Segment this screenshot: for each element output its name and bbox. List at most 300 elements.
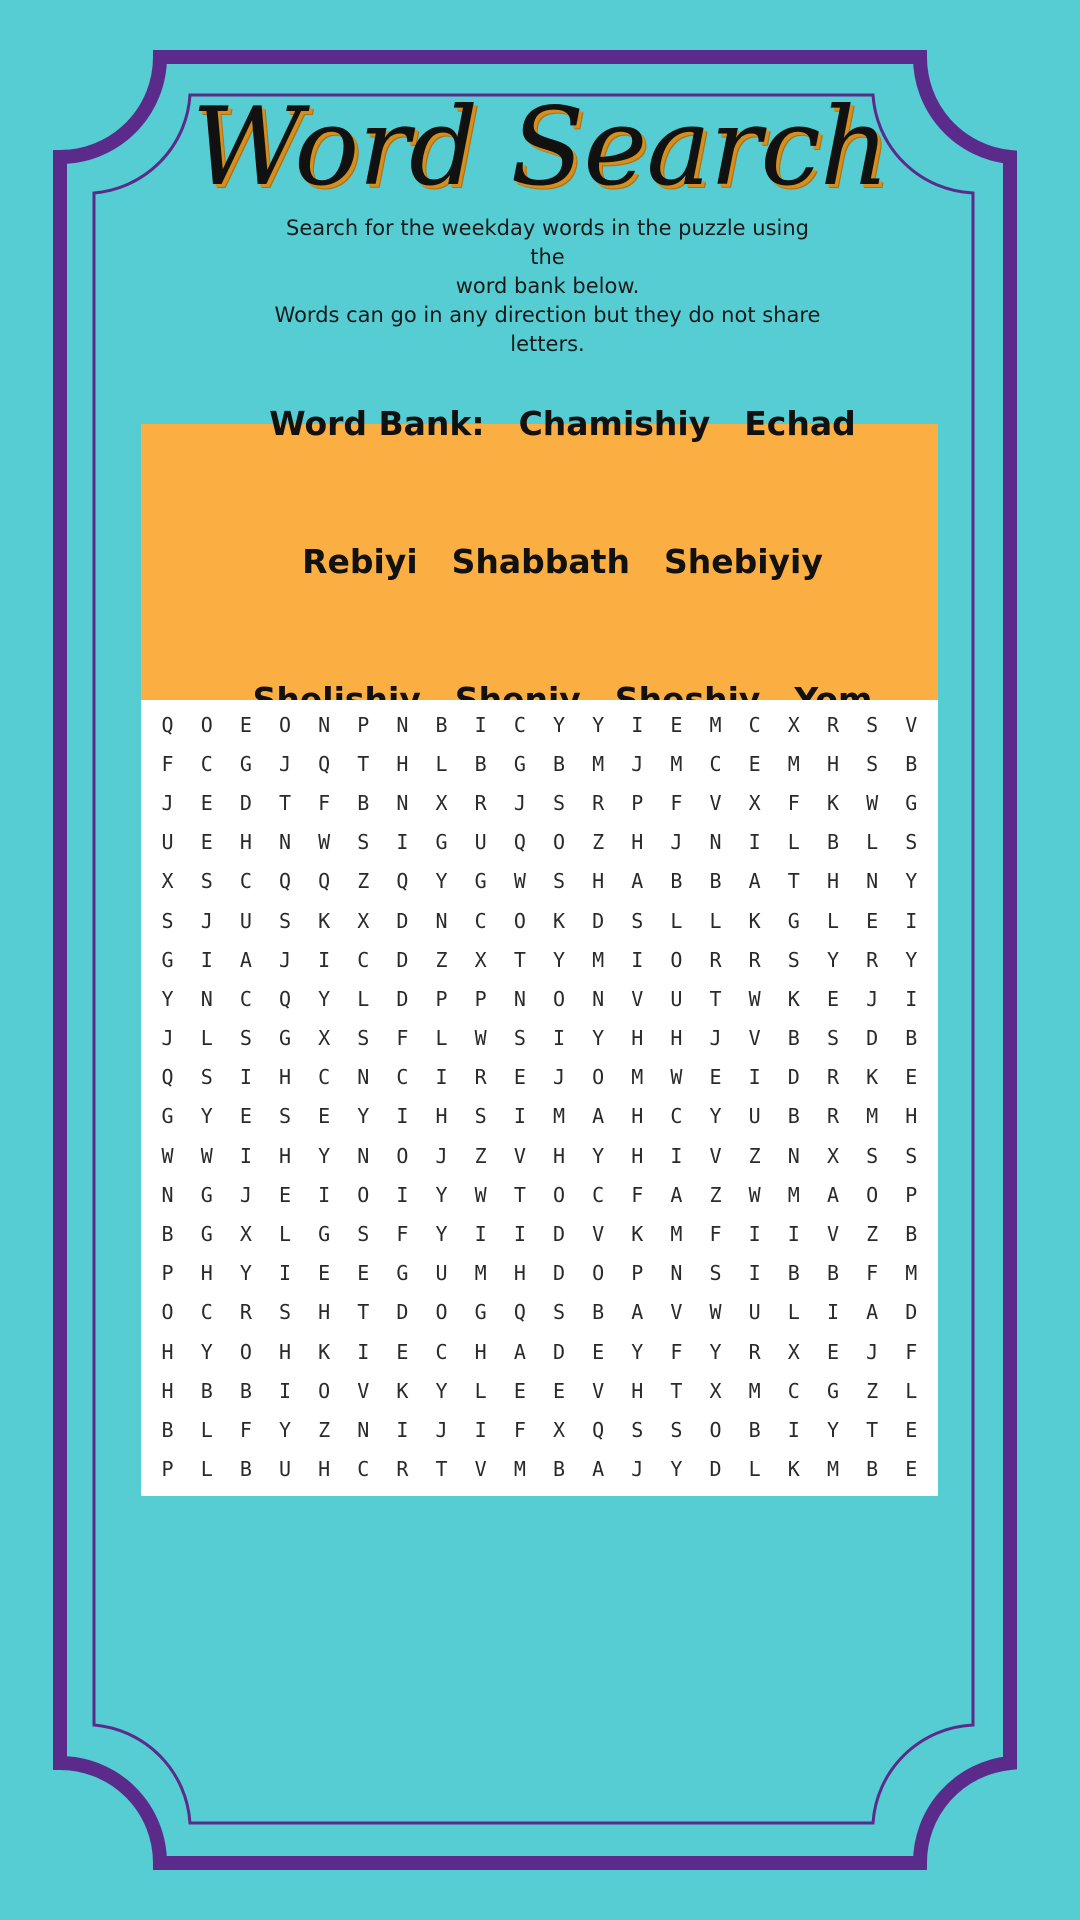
grid-letter[interactable]: S — [552, 869, 565, 894]
grid-letter[interactable]: I — [318, 947, 331, 972]
grid-letter[interactable]: Y — [592, 712, 605, 737]
grid-letter[interactable]: J — [513, 790, 526, 815]
grid-letter[interactable]: W — [161, 1143, 174, 1168]
grid-letter[interactable]: R — [474, 1065, 487, 1090]
grid-letter[interactable]: I — [513, 1104, 526, 1129]
grid-letter[interactable]: I — [396, 1417, 409, 1442]
grid-letter[interactable]: Y — [200, 1339, 213, 1364]
grid-letter[interactable]: K — [787, 1457, 800, 1482]
grid-letter[interactable]: B — [161, 1417, 174, 1442]
grid-letter[interactable]: V — [709, 1143, 722, 1168]
grid-letter[interactable]: O — [435, 1300, 448, 1325]
grid-letter[interactable]: B — [670, 869, 683, 894]
grid-letter[interactable]: G — [474, 869, 487, 894]
grid-letter[interactable]: U — [278, 1457, 292, 1482]
grid-letter[interactable]: J — [435, 1417, 448, 1442]
grid-letter[interactable]: Y — [357, 1104, 370, 1129]
grid-letter[interactable]: D — [396, 986, 409, 1011]
grid-letter[interactable]: D — [866, 1026, 879, 1051]
grid-letter[interactable]: S — [866, 1143, 879, 1168]
grid-letter[interactable]: B — [826, 1261, 839, 1286]
grid-letter[interactable]: K — [552, 908, 565, 933]
grid-letter[interactable]: I — [748, 1261, 761, 1286]
grid-letter[interactable]: G — [905, 790, 918, 815]
grid-letter[interactable]: D — [396, 1300, 409, 1325]
grid-letter[interactable]: L — [200, 1417, 213, 1442]
grid-letter[interactable]: S — [905, 830, 918, 855]
grid-letter[interactable]: N — [866, 869, 879, 894]
grid-letter[interactable]: G — [161, 947, 174, 972]
grid-letter[interactable]: W — [474, 1182, 487, 1207]
grid-letter[interactable]: Y — [200, 1104, 213, 1129]
grid-letter[interactable]: I — [748, 1222, 761, 1247]
grid-letter[interactable]: U — [161, 830, 174, 855]
grid-letter[interactable]: V — [592, 1378, 605, 1403]
grid-letter[interactable]: Y — [435, 1378, 448, 1403]
grid-letter[interactable]: E — [670, 712, 683, 737]
grid-letter[interactable]: W — [866, 790, 879, 815]
grid-letter[interactable]: G — [239, 751, 252, 776]
grid-letter[interactable]: O — [592, 1065, 605, 1090]
grid-letter[interactable]: W — [513, 869, 526, 894]
grid-letter[interactable]: Y — [552, 712, 565, 737]
grid-letter[interactable]: T — [435, 1457, 448, 1482]
grid-letter[interactable]: S — [200, 1065, 213, 1090]
grid-letter[interactable]: O — [709, 1417, 722, 1442]
grid-letter[interactable]: T — [866, 1417, 879, 1442]
grid-letter[interactable]: Q — [592, 1417, 605, 1442]
grid-letter[interactable]: Q — [318, 869, 331, 894]
grid-letter[interactable]: G — [396, 1261, 409, 1286]
grid-letter[interactable]: E — [239, 712, 252, 737]
grid-letter[interactable]: M — [552, 1104, 565, 1129]
grid-letter[interactable]: S — [826, 1026, 839, 1051]
grid-letter[interactable]: J — [161, 790, 174, 815]
grid-letter[interactable]: F — [396, 1026, 409, 1051]
grid-letter[interactable]: C — [200, 1300, 213, 1325]
grid-letter[interactable]: R — [748, 1339, 761, 1364]
grid-letter[interactable]: U — [435, 1261, 448, 1286]
grid-letter[interactable]: C — [748, 712, 761, 737]
grid-letter[interactable]: Z — [435, 947, 448, 972]
grid-letter[interactable]: W — [748, 1182, 761, 1207]
grid-letter[interactable]: I — [200, 947, 213, 972]
grid-letter[interactable]: P — [435, 986, 448, 1011]
grid-letter[interactable]: H — [905, 1104, 918, 1129]
grid-letter[interactable]: Y — [905, 947, 918, 972]
grid-letter[interactable]: C — [670, 1104, 683, 1129]
grid-letter[interactable]: P — [631, 790, 644, 815]
grid-letter[interactable]: I — [278, 1378, 292, 1403]
grid-letter[interactable]: I — [435, 1065, 448, 1090]
grid-letter[interactable]: Z — [709, 1182, 722, 1207]
grid-letter[interactable]: J — [866, 986, 879, 1011]
grid-letter[interactable]: J — [435, 1143, 448, 1168]
grid-letter[interactable]: T — [278, 790, 292, 815]
grid-letter[interactable]: B — [787, 1261, 800, 1286]
grid-letter[interactable]: J — [161, 1026, 174, 1051]
grid-letter[interactable]: S — [278, 908, 292, 933]
grid-letter[interactable]: L — [787, 830, 800, 855]
grid-letter[interactable]: B — [905, 1026, 918, 1051]
grid-letter[interactable]: Y — [709, 1104, 722, 1129]
grid-letter[interactable]: M — [826, 1457, 839, 1482]
grid-letter[interactable]: V — [357, 1378, 370, 1403]
grid-letter[interactable]: L — [278, 1222, 292, 1247]
grid-letter[interactable]: M — [905, 1261, 918, 1286]
grid-letter[interactable]: F — [318, 790, 331, 815]
grid-letter[interactable]: V — [905, 712, 918, 737]
grid-letter[interactable]: H — [826, 751, 839, 776]
grid-letter[interactable]: N — [592, 986, 605, 1011]
grid-letter[interactable]: R — [748, 947, 761, 972]
grid-letter[interactable]: I — [787, 1417, 800, 1442]
grid-letter[interactable]: S — [474, 1104, 487, 1129]
grid-letter[interactable]: O — [318, 1378, 331, 1403]
grid-letter[interactable]: E — [200, 830, 213, 855]
grid-letter[interactable]: L — [670, 908, 683, 933]
grid-letter[interactable]: I — [905, 908, 918, 933]
grid-letter[interactable]: E — [826, 986, 839, 1011]
grid-letter[interactable]: D — [552, 1339, 565, 1364]
grid-letter[interactable]: P — [161, 1261, 174, 1286]
grid-letter[interactable]: I — [474, 1417, 487, 1442]
grid-letter[interactable]: V — [631, 986, 644, 1011]
grid-letter[interactable]: O — [866, 1182, 879, 1207]
grid-letter[interactable]: Q — [161, 712, 174, 737]
grid-letter[interactable]: E — [709, 1065, 722, 1090]
grid-letter[interactable]: S — [709, 1261, 722, 1286]
grid-letter[interactable]: N — [357, 1417, 370, 1442]
grid-letter[interactable]: Y — [278, 1417, 292, 1442]
grid-letter[interactable]: E — [905, 1065, 918, 1090]
grid-letter[interactable]: H — [474, 1339, 487, 1364]
grid-letter[interactable]: O — [552, 986, 565, 1011]
grid-letter[interactable]: B — [709, 869, 722, 894]
grid-letter[interactable]: C — [357, 1457, 370, 1482]
grid-letter[interactable]: C — [435, 1339, 448, 1364]
grid-letter[interactable]: O — [239, 1339, 252, 1364]
grid-letter[interactable]: I — [631, 947, 644, 972]
grid-letter[interactable]: O — [278, 712, 292, 737]
grid-letter[interactable]: S — [552, 1300, 565, 1325]
grid-letter[interactable]: N — [396, 712, 409, 737]
grid-letter[interactable]: I — [670, 1143, 683, 1168]
grid-letter[interactable]: O — [161, 1300, 174, 1325]
grid-letter[interactable]: B — [592, 1300, 605, 1325]
grid-letter[interactable]: N — [513, 986, 526, 1011]
grid-letter[interactable]: P — [161, 1457, 174, 1482]
grid-letter[interactable]: I — [748, 830, 761, 855]
grid-letter[interactable]: Z — [592, 830, 605, 855]
grid-letter[interactable]: B — [866, 1457, 879, 1482]
grid-letter[interactable]: D — [552, 1261, 565, 1286]
grid-letter[interactable]: A — [513, 1339, 526, 1364]
grid-letter[interactable]: H — [631, 830, 644, 855]
grid-letter[interactable]: B — [435, 712, 448, 737]
grid-letter[interactable]: S — [357, 1222, 370, 1247]
grid-letter[interactable]: I — [474, 712, 487, 737]
grid-letter[interactable]: X — [161, 869, 174, 894]
grid-letter[interactable]: S — [357, 1026, 370, 1051]
grid-letter[interactable]: Y — [435, 869, 448, 894]
grid-letter[interactable]: U — [239, 908, 252, 933]
grid-letter[interactable]: N — [200, 986, 213, 1011]
grid-letter[interactable]: I — [474, 1222, 487, 1247]
grid-letter[interactable]: A — [748, 869, 761, 894]
grid-letter[interactable]: H — [318, 1300, 331, 1325]
grid-letter[interactable]: V — [474, 1457, 487, 1482]
grid-letter[interactable]: A — [631, 869, 644, 894]
grid-letter[interactable]: H — [278, 1143, 292, 1168]
grid-letter[interactable]: Q — [513, 1300, 526, 1325]
grid-letter[interactable]: C — [396, 1065, 409, 1090]
grid-letter[interactable]: O — [357, 1182, 370, 1207]
grid-letter[interactable]: R — [709, 947, 722, 972]
grid-letter[interactable]: C — [709, 751, 722, 776]
grid-letter[interactable]: N — [709, 830, 722, 855]
grid-letter[interactable]: H — [278, 1065, 292, 1090]
grid-letter[interactable]: T — [787, 869, 800, 894]
grid-letter[interactable]: F — [631, 1182, 644, 1207]
grid-letter[interactable]: G — [474, 1300, 487, 1325]
grid-letter[interactable]: S — [631, 1417, 644, 1442]
grid-letter[interactable]: G — [161, 1104, 174, 1129]
grid-letter[interactable]: V — [748, 1026, 761, 1051]
grid-letter[interactable]: B — [474, 751, 487, 776]
grid-letter[interactable]: H — [631, 1026, 644, 1051]
grid-letter[interactable]: I — [396, 1104, 409, 1129]
grid-letter[interactable]: H — [670, 1026, 683, 1051]
grid-letter[interactable]: L — [787, 1300, 800, 1325]
grid-letter[interactable]: H — [161, 1378, 174, 1403]
grid-letter[interactable]: H — [631, 1378, 644, 1403]
grid-letter[interactable]: M — [670, 1222, 683, 1247]
grid-letter[interactable]: R — [474, 790, 487, 815]
grid-letter[interactable]: D — [709, 1457, 722, 1482]
grid-letter[interactable]: P — [631, 1261, 644, 1286]
grid-letter[interactable]: B — [200, 1378, 213, 1403]
grid-letter[interactable]: F — [670, 1339, 683, 1364]
grid-letter[interactable]: K — [748, 908, 761, 933]
grid-letter[interactable]: D — [592, 908, 605, 933]
grid-letter[interactable]: T — [357, 751, 370, 776]
grid-letter[interactable]: S — [161, 908, 174, 933]
grid-letter[interactable]: O — [552, 830, 565, 855]
grid-letter[interactable]: N — [357, 1143, 370, 1168]
grid-letter[interactable]: Z — [318, 1417, 331, 1442]
grid-letter[interactable]: J — [670, 830, 683, 855]
grid-letter[interactable]: H — [631, 1104, 644, 1129]
grid-letter[interactable]: Y — [709, 1339, 722, 1364]
grid-letter[interactable]: H — [552, 1143, 565, 1168]
grid-letter[interactable]: J — [709, 1026, 722, 1051]
grid-letter[interactable]: V — [513, 1143, 526, 1168]
grid-letter[interactable]: L — [357, 986, 370, 1011]
grid-letter[interactable]: R — [866, 947, 879, 972]
grid-letter[interactable]: N — [787, 1143, 800, 1168]
grid-letter[interactable]: P — [357, 712, 370, 737]
grid-letter[interactable]: E — [278, 1182, 292, 1207]
grid-letter[interactable]: O — [670, 947, 683, 972]
grid-letter[interactable]: M — [866, 1104, 879, 1129]
grid-letter[interactable]: X — [435, 790, 448, 815]
grid-letter[interactable]: D — [905, 1300, 918, 1325]
grid-letter[interactable]: E — [513, 1378, 526, 1403]
grid-letter[interactable]: C — [318, 1065, 331, 1090]
grid-letter[interactable]: X — [787, 712, 800, 737]
grid-letter[interactable]: E — [318, 1104, 331, 1129]
grid-letter[interactable]: F — [709, 1222, 722, 1247]
grid-letter[interactable]: W — [200, 1143, 213, 1168]
grid-letter[interactable]: Y — [239, 1261, 252, 1286]
grid-letter[interactable]: A — [631, 1300, 644, 1325]
grid-letter[interactable]: S — [866, 751, 879, 776]
grid-letter[interactable]: J — [278, 751, 292, 776]
grid-letter[interactable]: M — [592, 947, 605, 972]
grid-letter[interactable]: I — [513, 1222, 526, 1247]
grid-letter[interactable]: R — [826, 712, 839, 737]
grid-letter[interactable]: M — [592, 751, 605, 776]
grid-letter[interactable]: I — [552, 1026, 565, 1051]
grid-letter[interactable]: X — [474, 947, 487, 972]
grid-letter[interactable]: I — [826, 1300, 839, 1325]
grid-letter[interactable]: B — [239, 1457, 252, 1482]
grid-letter[interactable]: Q — [513, 830, 526, 855]
grid-letter[interactable]: J — [631, 1457, 644, 1482]
grid-letter[interactable]: Q — [161, 1065, 174, 1090]
grid-letter[interactable]: R — [239, 1300, 252, 1325]
grid-letter[interactable]: S — [357, 830, 370, 855]
grid-letter[interactable]: S — [866, 712, 879, 737]
grid-letter[interactable]: G — [278, 1026, 292, 1051]
grid-letter[interactable]: Z — [866, 1222, 879, 1247]
grid-letter[interactable]: H — [318, 1457, 331, 1482]
grid-letter[interactable]: W — [318, 830, 331, 855]
grid-letter[interactable]: I — [396, 830, 409, 855]
grid-letter[interactable]: X — [318, 1026, 331, 1051]
grid-letter[interactable]: D — [239, 790, 252, 815]
grid-letter[interactable]: C — [239, 869, 252, 894]
grid-letter[interactable]: I — [278, 1261, 292, 1286]
grid-letter[interactable]: L — [435, 751, 448, 776]
grid-letter[interactable]: E — [239, 1104, 252, 1129]
grid-letter[interactable]: B — [552, 751, 565, 776]
grid-letter[interactable]: Y — [552, 947, 565, 972]
grid-letter[interactable]: Y — [826, 947, 839, 972]
grid-letter[interactable]: W — [670, 1065, 683, 1090]
grid-letter[interactable]: Q — [278, 986, 292, 1011]
grid-letter[interactable]: Y — [435, 1222, 448, 1247]
grid-letter[interactable]: K — [318, 1339, 331, 1364]
grid-letter[interactable]: B — [748, 1417, 761, 1442]
grid-letter[interactable]: O — [552, 1182, 565, 1207]
grid-letter[interactable]: Y — [631, 1339, 644, 1364]
grid-letter[interactable]: M — [787, 751, 800, 776]
grid-letter[interactable]: E — [513, 1065, 526, 1090]
grid-letter[interactable]: I — [748, 1065, 761, 1090]
grid-letter[interactable]: B — [161, 1222, 174, 1247]
grid-letter[interactable]: A — [670, 1182, 683, 1207]
grid-letter[interactable]: U — [748, 1104, 761, 1129]
grid-letter[interactable]: L — [748, 1457, 761, 1482]
grid-letter[interactable]: E — [357, 1261, 370, 1286]
grid-letter[interactable]: S — [239, 1026, 252, 1051]
grid-letter[interactable]: L — [709, 908, 722, 933]
grid-letter[interactable]: O — [200, 712, 213, 737]
grid-letter[interactable]: W — [748, 986, 761, 1011]
grid-letter[interactable]: H — [631, 1143, 644, 1168]
grid-letter[interactable]: X — [552, 1417, 565, 1442]
grid-letter[interactable]: J — [866, 1339, 879, 1364]
grid-letter[interactable]: X — [748, 790, 761, 815]
grid-letter[interactable]: P — [905, 1182, 918, 1207]
grid-letter[interactable]: Y — [318, 1143, 331, 1168]
grid-letter[interactable]: U — [748, 1300, 761, 1325]
grid-letter[interactable]: S — [513, 1026, 526, 1051]
grid-letter[interactable]: B — [905, 1222, 918, 1247]
grid-letter[interactable]: H — [278, 1339, 292, 1364]
grid-letter[interactable]: E — [748, 751, 761, 776]
grid-letter[interactable]: T — [670, 1378, 683, 1403]
grid-letter[interactable]: E — [592, 1339, 605, 1364]
grid-letter[interactable]: X — [787, 1339, 800, 1364]
grid-letter[interactable]: S — [278, 1104, 292, 1129]
grid-letter[interactable]: I — [318, 1182, 331, 1207]
grid-letter[interactable]: D — [396, 947, 409, 972]
grid-letter[interactable]: X — [357, 908, 370, 933]
grid-letter[interactable]: C — [357, 947, 370, 972]
grid-letter[interactable]: F — [866, 1261, 879, 1286]
grid-letter[interactable]: O — [513, 908, 526, 933]
grid-letter[interactable]: N — [357, 1065, 370, 1090]
grid-letter[interactable]: Z — [357, 869, 370, 894]
grid-letter[interactable]: E — [826, 1339, 839, 1364]
grid-letter[interactable]: I — [396, 1182, 409, 1207]
grid-letter[interactable]: G — [513, 751, 526, 776]
grid-letter[interactable]: S — [200, 869, 213, 894]
grid-letter[interactable]: H — [435, 1104, 448, 1129]
grid-letter[interactable]: S — [787, 947, 800, 972]
grid-letter[interactable]: B — [826, 830, 839, 855]
grid-letter[interactable]: B — [552, 1457, 565, 1482]
grid-letter[interactable]: B — [905, 751, 918, 776]
grid-letter[interactable]: U — [474, 830, 487, 855]
grid-letter[interactable]: O — [396, 1143, 409, 1168]
grid-letter[interactable]: G — [318, 1222, 331, 1247]
grid-letter[interactable]: C — [474, 908, 487, 933]
grid-letter[interactable]: M — [474, 1261, 487, 1286]
grid-letter[interactable]: T — [513, 947, 526, 972]
grid-letter[interactable]: Q — [396, 869, 409, 894]
grid-letter[interactable]: D — [552, 1222, 565, 1247]
grid-letter[interactable]: N — [435, 908, 448, 933]
grid-letter[interactable]: T — [513, 1182, 526, 1207]
grid-letter[interactable]: I — [787, 1222, 800, 1247]
grid-letter[interactable]: J — [200, 908, 213, 933]
grid-letter[interactable]: G — [435, 830, 448, 855]
grid-letter[interactable]: F — [905, 1339, 918, 1364]
grid-letter[interactable]: L — [200, 1026, 213, 1051]
grid-letter[interactable]: C — [513, 712, 526, 737]
grid-letter[interactable]: I — [357, 1339, 370, 1364]
grid-letter[interactable]: N — [670, 1261, 683, 1286]
grid-letter[interactable]: G — [200, 1222, 213, 1247]
grid-letter[interactable]: R — [592, 790, 605, 815]
grid-letter[interactable]: E — [905, 1417, 918, 1442]
grid-letter[interactable]: A — [239, 947, 252, 972]
grid-letter[interactable]: G — [826, 1378, 839, 1403]
